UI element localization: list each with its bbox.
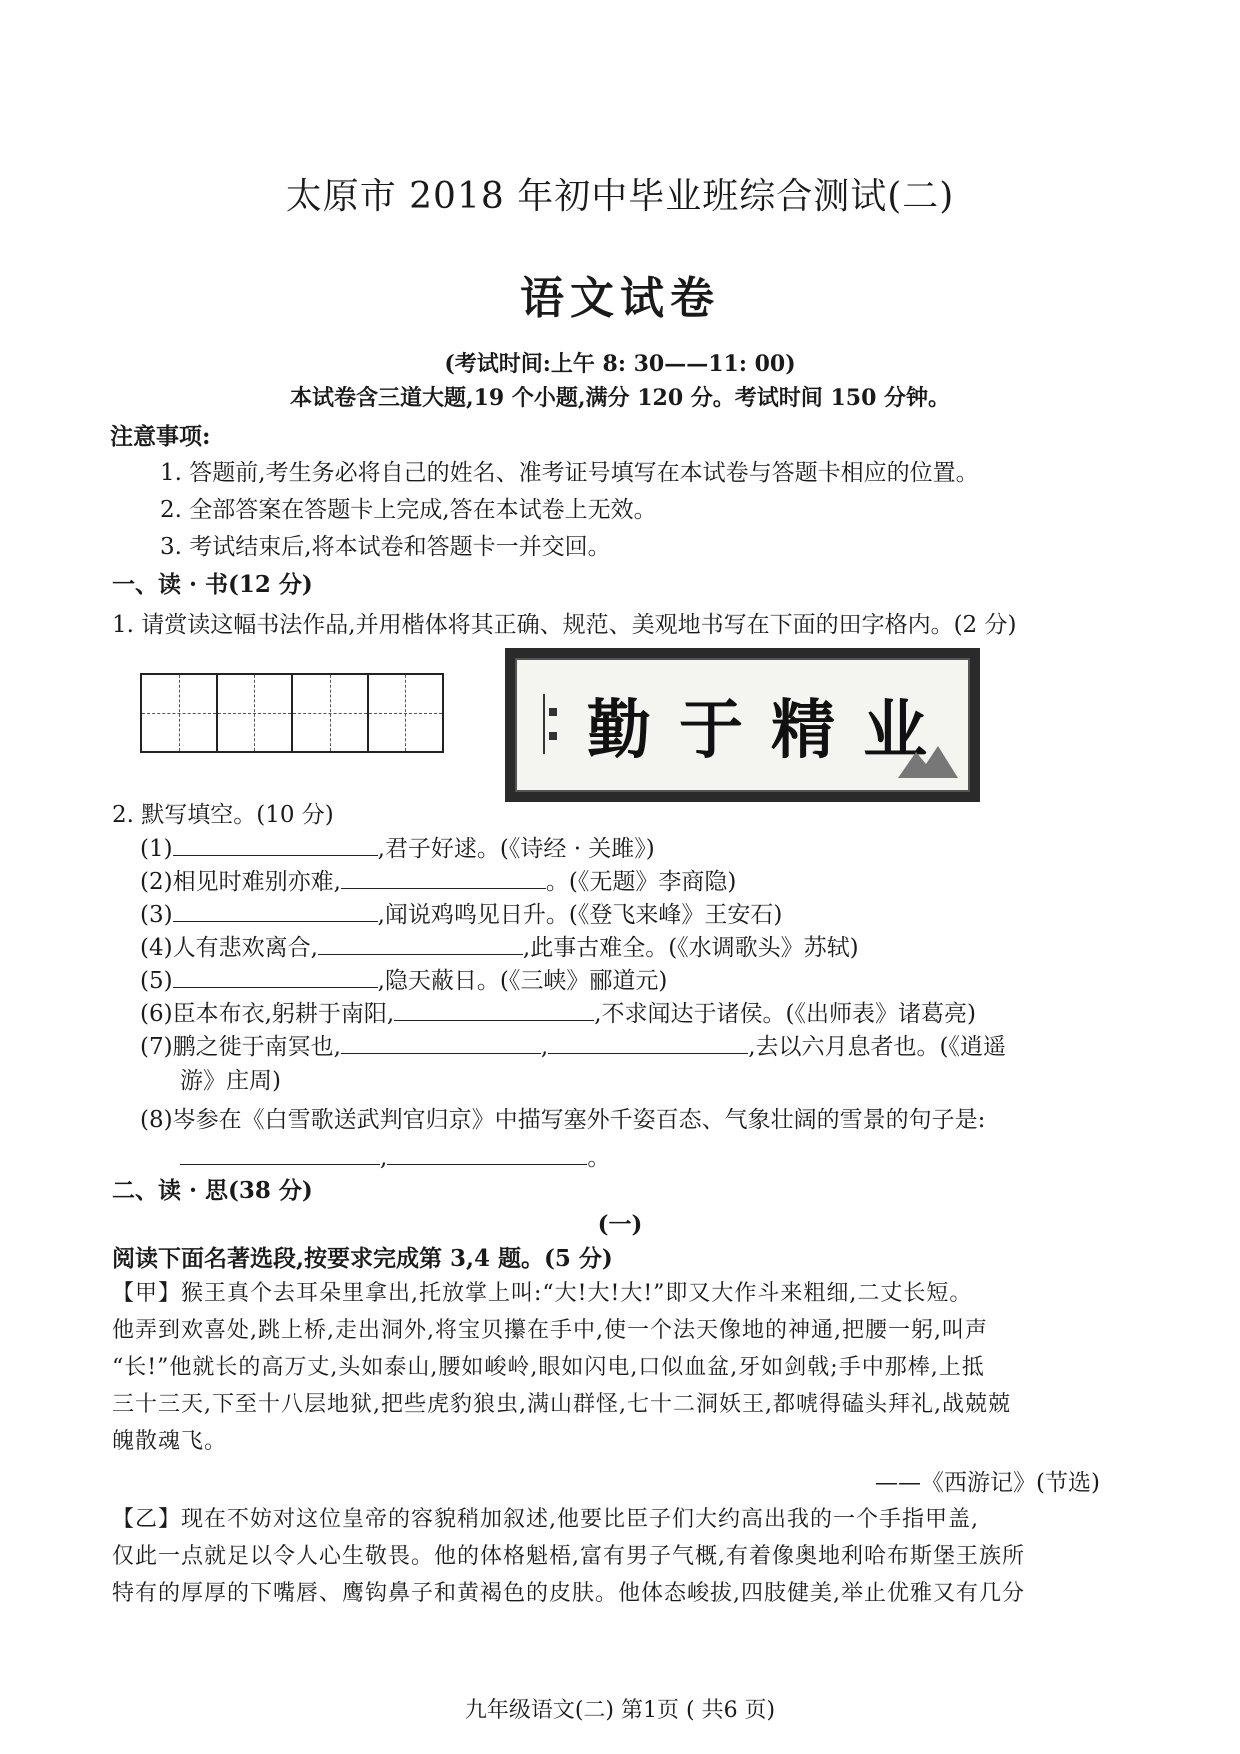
- answer-blank[interactable]: [173, 833, 378, 856]
- fill-line-8: (8)岑参在《白雪歌送武判官归京》中描写塞外千姿百态、气象壮阔的雪景的句子是:: [140, 1107, 986, 1133]
- fill-text: 。(《无题》李商隐): [545, 869, 737, 895]
- passage-yi-line: 仅此一点就足以令人心生敬畏。他的体格魁梧,富有男子气概,有着像奥地利哈布斯堡王族所: [112, 1544, 1025, 1569]
- question-1: 1. 请赏读这幅书法作品,并用楷体将其正确、规范、美观地书写在下面的田字格内。(2 分): [112, 612, 1017, 638]
- fill-text: ,君子好逑。(《诗经 · 关雎》): [377, 836, 655, 862]
- fill-line-2: [140, 863, 736, 896]
- calligraphy-char: 勤: [587, 693, 651, 768]
- passage-source: ——《西游记》(节选): [875, 1470, 1100, 1496]
- fill-text: ,不求闻达于诸侯。(《出师表》诸葛亮): [594, 1001, 976, 1027]
- passage-yi-line: 特有的厚厚的下嘴唇、鹰钩鼻子和黄褐色的皮肤。他体态峻拔,四肢健美,举止优雅又有几分: [112, 1581, 1025, 1606]
- notes-heading: 注意事项:: [110, 423, 211, 450]
- passage-jia-line: “长!”他就长的高万丈,头如泰山,腰如峻岭,眼如闪电,口似血盆,牙如剑戟;手中那棒,上抵: [112, 1355, 985, 1380]
- question-2: 2. 默写填空。(10 分): [112, 802, 334, 828]
- calligraphy-char: 业: [863, 693, 927, 768]
- grid-cell[interactable]: [293, 675, 369, 751]
- fill-line-6: [140, 995, 976, 1028]
- exam-summary: 本试卷含三道大题,19 个小题,满分 120 分。考试时间 150 分钟。: [289, 385, 951, 411]
- passage-jia-line: 他弄到欢喜处,跳上桥,走出洞外,将宝贝攥在手中,使一个法天像地的神通,把腰一躬,叫声: [112, 1318, 988, 1343]
- calligraphy-text: [587, 680, 927, 770]
- fill-line-5: [140, 962, 667, 995]
- note-item-1: 1. 答题前,考生务必将自己的姓名、准考证号填写在本试卷与答题卡相应的位置。: [160, 460, 979, 486]
- fill-text: ,闻说鸡鸣见日升。(《登飞来峰》王安石): [377, 902, 783, 928]
- part-instruction: 阅读下面名著选段,按要求完成第 3,4 题。(5 分): [112, 1245, 613, 1272]
- exam-title: 太原市 2018 年初中毕业班综合测试(二): [285, 176, 955, 217]
- passage-yi-line: 【乙】现在不妨对这位皇帝的容貌稍加叙述,他要比臣子们大约高出我的一个手指甲盖,: [112, 1507, 979, 1532]
- note-item-2: 2. 全部答案在答题卡上完成,答在本试卷上无效。: [160, 497, 657, 523]
- grid-cell[interactable]: [369, 675, 443, 751]
- fill-line-7-cont: 游》庄周): [180, 1068, 281, 1094]
- page-footer: 九年级语文(二) 第1页 ( 共6 页): [464, 1698, 776, 1723]
- paper-subtitle: 语文试卷: [520, 273, 720, 324]
- fill-number: (3): [140, 902, 173, 928]
- answer-blank[interactable]: [394, 998, 594, 1021]
- note-item-3: 3. 考试结束后,将本试卷和答题卡一并交回。: [160, 534, 611, 560]
- answer-blank[interactable]: [341, 1031, 541, 1054]
- passage-jia-line: 三十三天,下至十八层地狱,把些虎豹狼虫,满山群怪,七十二洞妖王,都唬得磕头拜礼,战兢兢: [112, 1392, 1011, 1417]
- fill-line-7: [140, 1028, 1006, 1061]
- answer-blank[interactable]: [173, 965, 378, 988]
- answer-blank[interactable]: [341, 866, 546, 889]
- seal-mark-icon: [543, 694, 563, 754]
- calligraphy-plaque: [505, 648, 980, 802]
- fill-line-8-answer: [180, 1139, 610, 1172]
- fill-text: (6)臣本布衣,躬耕于南阳,: [140, 1001, 395, 1027]
- fill-text: ,: [380, 1145, 388, 1171]
- section1-heading: 一、读 · 书(12 分): [112, 571, 313, 598]
- fill-number: (5): [140, 968, 173, 994]
- section2-heading: 二、读 · 思(38 分): [112, 1177, 313, 1204]
- fill-text: ,隐天蔽日。(《三峡》郦道元): [377, 968, 668, 994]
- fill-line-1: [140, 830, 655, 863]
- passage-jia-line: 【甲】猴王真个去耳朵里拿出,托放掌上叫:“大!大!大!”即又大作斗来粗细,二丈长短。: [112, 1281, 973, 1306]
- fill-line-3: [140, 896, 782, 929]
- grid-cell[interactable]: [142, 675, 218, 751]
- answer-blank[interactable]: [318, 932, 523, 955]
- mountain-icon: [898, 738, 958, 778]
- grid-cell[interactable]: [218, 675, 294, 751]
- fill-text: ,去以六月息者也。(《逍遥: [748, 1034, 1006, 1060]
- calligraphy-char: 于: [679, 693, 743, 768]
- fill-number: (1): [140, 836, 173, 862]
- answer-blank[interactable]: [387, 1142, 587, 1165]
- fill-text: ,: [540, 1034, 549, 1060]
- exam-time: (考试时间:上午 8: 30——11: 00): [444, 351, 796, 377]
- part-number: (一): [597, 1211, 643, 1238]
- calligraphy-char: 精: [771, 693, 835, 768]
- fill-text: (2)相见时难别亦难,: [140, 869, 341, 895]
- answer-blank[interactable]: [173, 899, 378, 922]
- answer-blank[interactable]: [548, 1031, 748, 1054]
- fill-line-4: [140, 929, 859, 962]
- plaque-paper: [515, 658, 970, 792]
- tianzi-grid[interactable]: [140, 673, 444, 753]
- answer-blank[interactable]: [180, 1142, 380, 1165]
- fill-text: (4)人有悲欢离合,: [140, 935, 318, 961]
- fill-text: 。: [587, 1145, 611, 1171]
- fill-text: ,此事古难全。(《水调歌头》苏轼): [522, 935, 859, 961]
- passage-jia-line: 魄散魂飞。: [112, 1429, 228, 1454]
- fill-text: (7)鹏之徙于南冥也,: [140, 1034, 341, 1060]
